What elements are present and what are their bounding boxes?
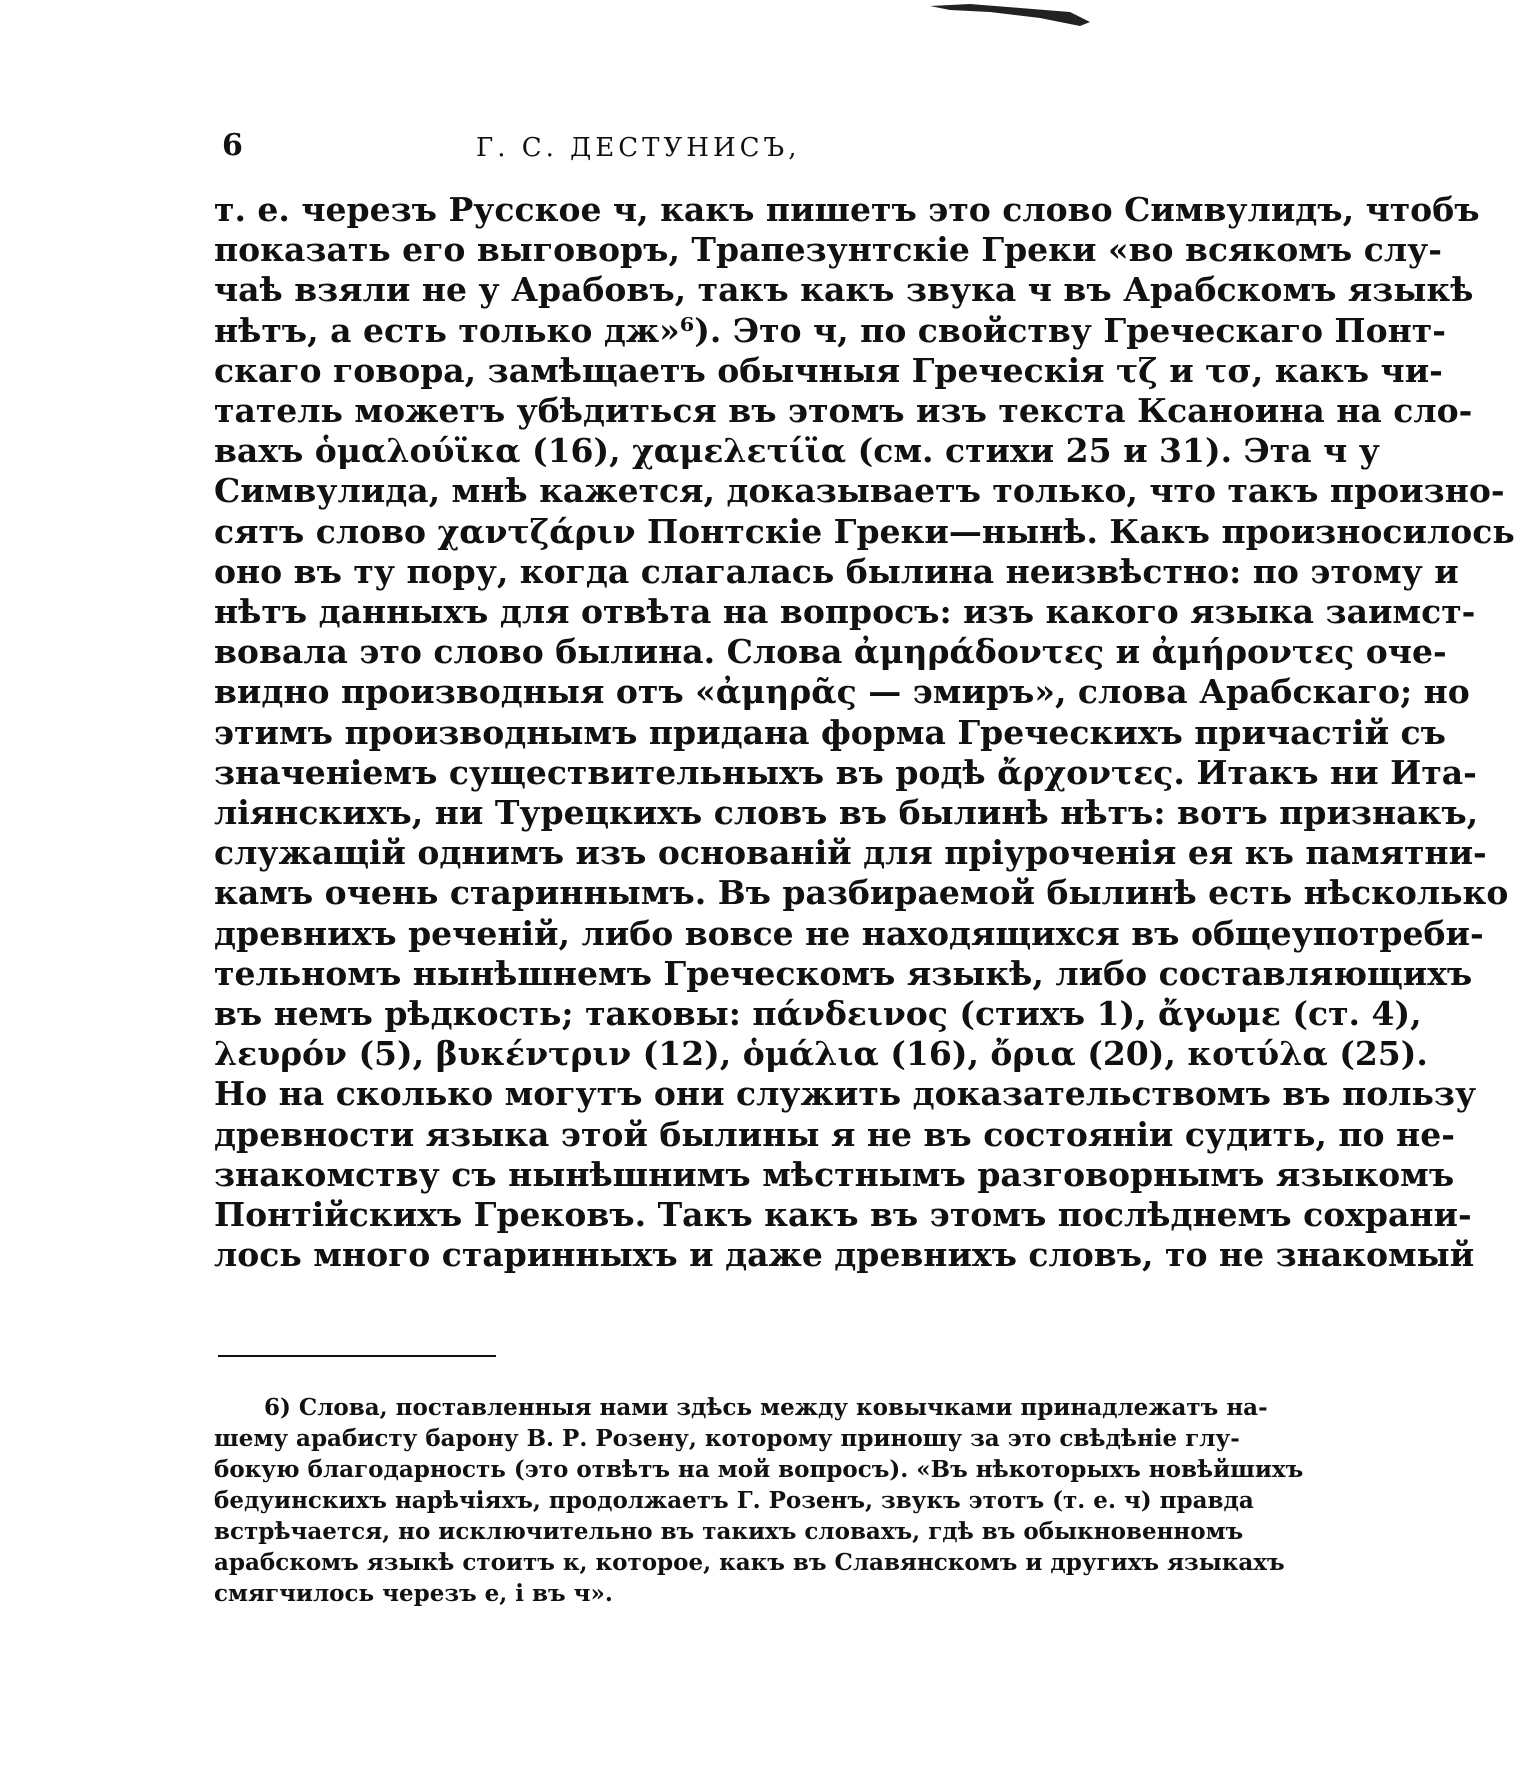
running-head: Г. С. ДЕСТУНИСЪ, xyxy=(476,133,801,163)
scan-smudge xyxy=(930,0,1090,28)
body-line: древности языка этой былины я не въ состояніи судить, по не- xyxy=(214,1114,1455,1154)
footnote-line: шему арабисту барону В. Р. Розену, которому приношу за это свѣдѣніе глу- xyxy=(214,1425,1240,1452)
footnote-line: встрѣчается, но исключительно въ такихъ словахъ, гдѣ въ обыкновенномъ xyxy=(214,1518,1244,1545)
body-line: Симвулида, мнѣ кажется, доказываетъ только, что такъ произно- xyxy=(214,471,1505,511)
body-line: значеніемъ существительныхъ въ родѣ ἄρχοντες. Итакъ ни Ита- xyxy=(214,752,1477,792)
body-line: въ немъ рѣдкость; таковы: πάνδεινος (стихъ 1), ἄγωμε (ст. 4), xyxy=(214,994,1422,1034)
body-line: показать его выговоръ, Трапезунтскіе Греки «во всякомъ слу- xyxy=(214,230,1442,270)
footnote-line: бедуинскихъ нарѣчіяхъ, продолжаетъ Г. Розенъ, звукъ этотъ (т. е. ч) правда xyxy=(214,1487,1254,1514)
footnote-line: 6) Слова, поставленныя нами здѣсь между ковычками принадлежатъ на- xyxy=(264,1394,1268,1421)
footnote xyxy=(214,1392,1304,1609)
body-line: вовала это слово былина. Слова ἀμηράδοντες и ἀμήροντες оче- xyxy=(214,632,1447,672)
body-line: этимъ производнымъ придана форма Греческихъ причастій съ xyxy=(214,712,1446,752)
body-line: чаѣ взяли не у Арабовъ, такъ какъ звука ч въ Арабскомъ языкѣ xyxy=(214,270,1474,310)
body-line: оно въ ту пору, когда слагалась былина неизвѣстно: по этому и xyxy=(214,551,1459,591)
body-line: камъ очень стариннымъ. Въ разбираемой былинѣ есть нѣсколько xyxy=(214,873,1509,913)
body-line: λευρόν (5), βυκέντριν (12), ὁμάλια (16), ὄρια (20), κοτύλα (25). xyxy=(214,1034,1428,1074)
body-line: видно производныя отъ «ἀμηρᾶς — эмиръ», слова Арабскаго; но xyxy=(214,672,1470,712)
body-line: вахъ ὁμαλούϊκα (16), χαμελετίϊα (см. стихи 25 и 31). Эта ч у xyxy=(214,431,1380,471)
body-line: древнихъ реченій, либо вовсе не находящихся въ общеупотреби- xyxy=(214,913,1484,953)
body-line: ліянскихъ, ни Турецкихъ словъ въ былинѣ нѣтъ: вотъ признакъ, xyxy=(214,793,1479,833)
body-line: нѣтъ данныхъ для отвѣта на вопросъ: изъ какого языка заимст- xyxy=(214,592,1476,632)
footnote-line: бокую благодарность (это отвѣтъ на мой вопросъ). «Въ нѣкоторыхъ новѣйшихъ xyxy=(214,1456,1304,1483)
page-number: 6 xyxy=(222,128,243,163)
body-line: служащій однимъ изъ основаній для пріуроченія ея къ памятни- xyxy=(214,833,1487,873)
footnote-line: смягчилось черезъ е, і въ ч». xyxy=(214,1580,613,1607)
footnote-rule xyxy=(218,1355,496,1357)
body-line: сятъ слово χαντζάριν Понтскіе Греки—нынѣ. Какъ произносилось xyxy=(214,511,1515,551)
body-line: татель можетъ убѣдиться въ этомъ изъ текста Ксаноина на сло- xyxy=(214,391,1473,431)
body-line: т. е. черезъ Русское ч, какъ пишетъ это слово Симвулидъ, чтобъ xyxy=(214,190,1480,229)
body-line: Понтійскихъ Грековъ. Такъ какъ въ этомъ послѣднемъ сохрани- xyxy=(214,1195,1472,1235)
footnote-line: арабскомъ языкѣ стоитъ к, которое, какъ въ Славянскомъ и другихъ языкахъ xyxy=(214,1549,1285,1576)
body-line: Но на сколько могутъ они служить доказательствомъ въ пользу xyxy=(214,1074,1477,1114)
body-line: скаго говора, замѣщаетъ обычныя Греческія τζ и τσ, какъ чи- xyxy=(214,350,1443,390)
body-line: тельномъ нынѣшнемъ Греческомъ языкѣ, либо составляющихъ xyxy=(214,953,1473,993)
body-line: лось много старинныхъ и даже древнихъ словъ, то не знакомый xyxy=(214,1235,1475,1275)
body-line: знакомству съ нынѣшнимъ мѣстнымъ разговорнымъ языкомъ xyxy=(214,1154,1455,1194)
body-line: нѣтъ, а есть только дж»⁶). Это ч, по свойству Греческаго Понт- xyxy=(214,310,1446,350)
body-text xyxy=(214,190,1515,1275)
